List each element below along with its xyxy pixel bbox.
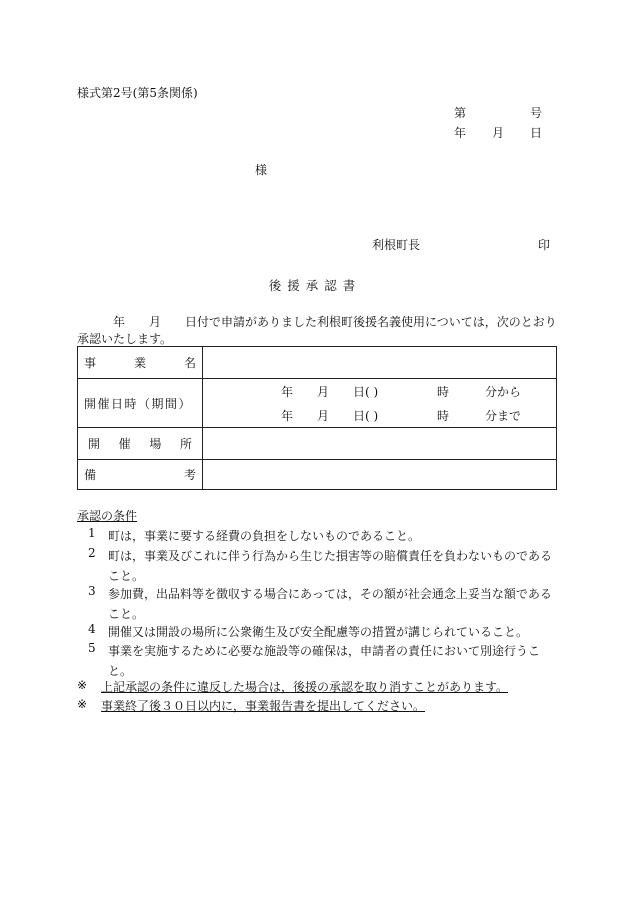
seal-mark: 印 bbox=[538, 238, 551, 252]
venue-label: 開 催 場 所 bbox=[88, 437, 192, 451]
form-number: 様式第2号(第5条関係) bbox=[77, 86, 198, 100]
period-end: 年 月 日( ) 時 分まで bbox=[281, 408, 522, 423]
period-start: 年 月 日( ) 時 分から bbox=[281, 384, 522, 399]
condition-item: 2 町は，事業及びこれに伴う行為から生じた損害等の賠償責任を負わないものであること。 bbox=[88, 546, 553, 583]
addressee: 様 bbox=[255, 163, 268, 177]
table-row bbox=[78, 428, 557, 460]
remarks-value-cell bbox=[203, 460, 557, 490]
note-item: ※ 事業終了後３０日以内に，事業報告書を提出してください。 bbox=[77, 697, 426, 713]
event-label-cell bbox=[78, 347, 203, 379]
body-month: 月 bbox=[149, 315, 162, 329]
table-row bbox=[78, 460, 557, 490]
document-title: 後援承認書 bbox=[268, 278, 362, 293]
date-month: 月 bbox=[491, 126, 504, 140]
condition-item: 3 参加費，出品料等を徴収する場合にあっては，その額が社会通念上妥当な額であること。 bbox=[88, 584, 552, 621]
approval-table bbox=[77, 346, 557, 490]
document-number bbox=[454, 104, 542, 121]
issue-date bbox=[454, 124, 542, 141]
table-row bbox=[78, 379, 557, 428]
issuer: 利根町長 bbox=[372, 238, 421, 252]
remarks-label: 備 考 bbox=[84, 468, 196, 482]
date-day: 日 bbox=[529, 126, 542, 140]
event-label: 事 業 名 bbox=[84, 356, 196, 370]
remarks-label-cell bbox=[78, 460, 203, 490]
conditions-title: 承認の条件 bbox=[77, 509, 138, 523]
table-row bbox=[78, 347, 557, 379]
body-line-2: 承認いたします。 bbox=[77, 332, 173, 346]
datetime-label: 開催日時（期間） bbox=[84, 396, 193, 411]
note-item: ※ 上記承認の条件に違反した場合は，後援の承認を取り消すことがあります。 bbox=[77, 678, 509, 694]
doc-number-prefix: 第 bbox=[454, 106, 467, 120]
condition-item: 1 町は，事業に要する経費の負担をしないものであること。 bbox=[88, 526, 421, 543]
condition-item: 5 事業を実施するために必要な施設等の確保は，申請者の責任において別途行うこと。 bbox=[88, 641, 541, 678]
event-value-cell bbox=[203, 347, 557, 379]
condition-item: 4 開催又は開設の場所に公衆衛生及び安全配慮等の措置が講じられていること。 bbox=[88, 622, 529, 639]
body-line-1 bbox=[77, 313, 557, 330]
doc-number-suffix: 号 bbox=[529, 106, 542, 120]
datetime-value-cell bbox=[203, 379, 557, 428]
datetime-label-cell bbox=[78, 379, 203, 428]
body-text-1: 日付で申請がありました利根町後援名義使用については，次のとおり bbox=[185, 315, 557, 329]
venue-value-cell bbox=[203, 428, 557, 460]
venue-label-cell bbox=[78, 428, 203, 460]
date-year: 年 bbox=[454, 126, 467, 140]
body-year: 年 bbox=[113, 315, 126, 329]
